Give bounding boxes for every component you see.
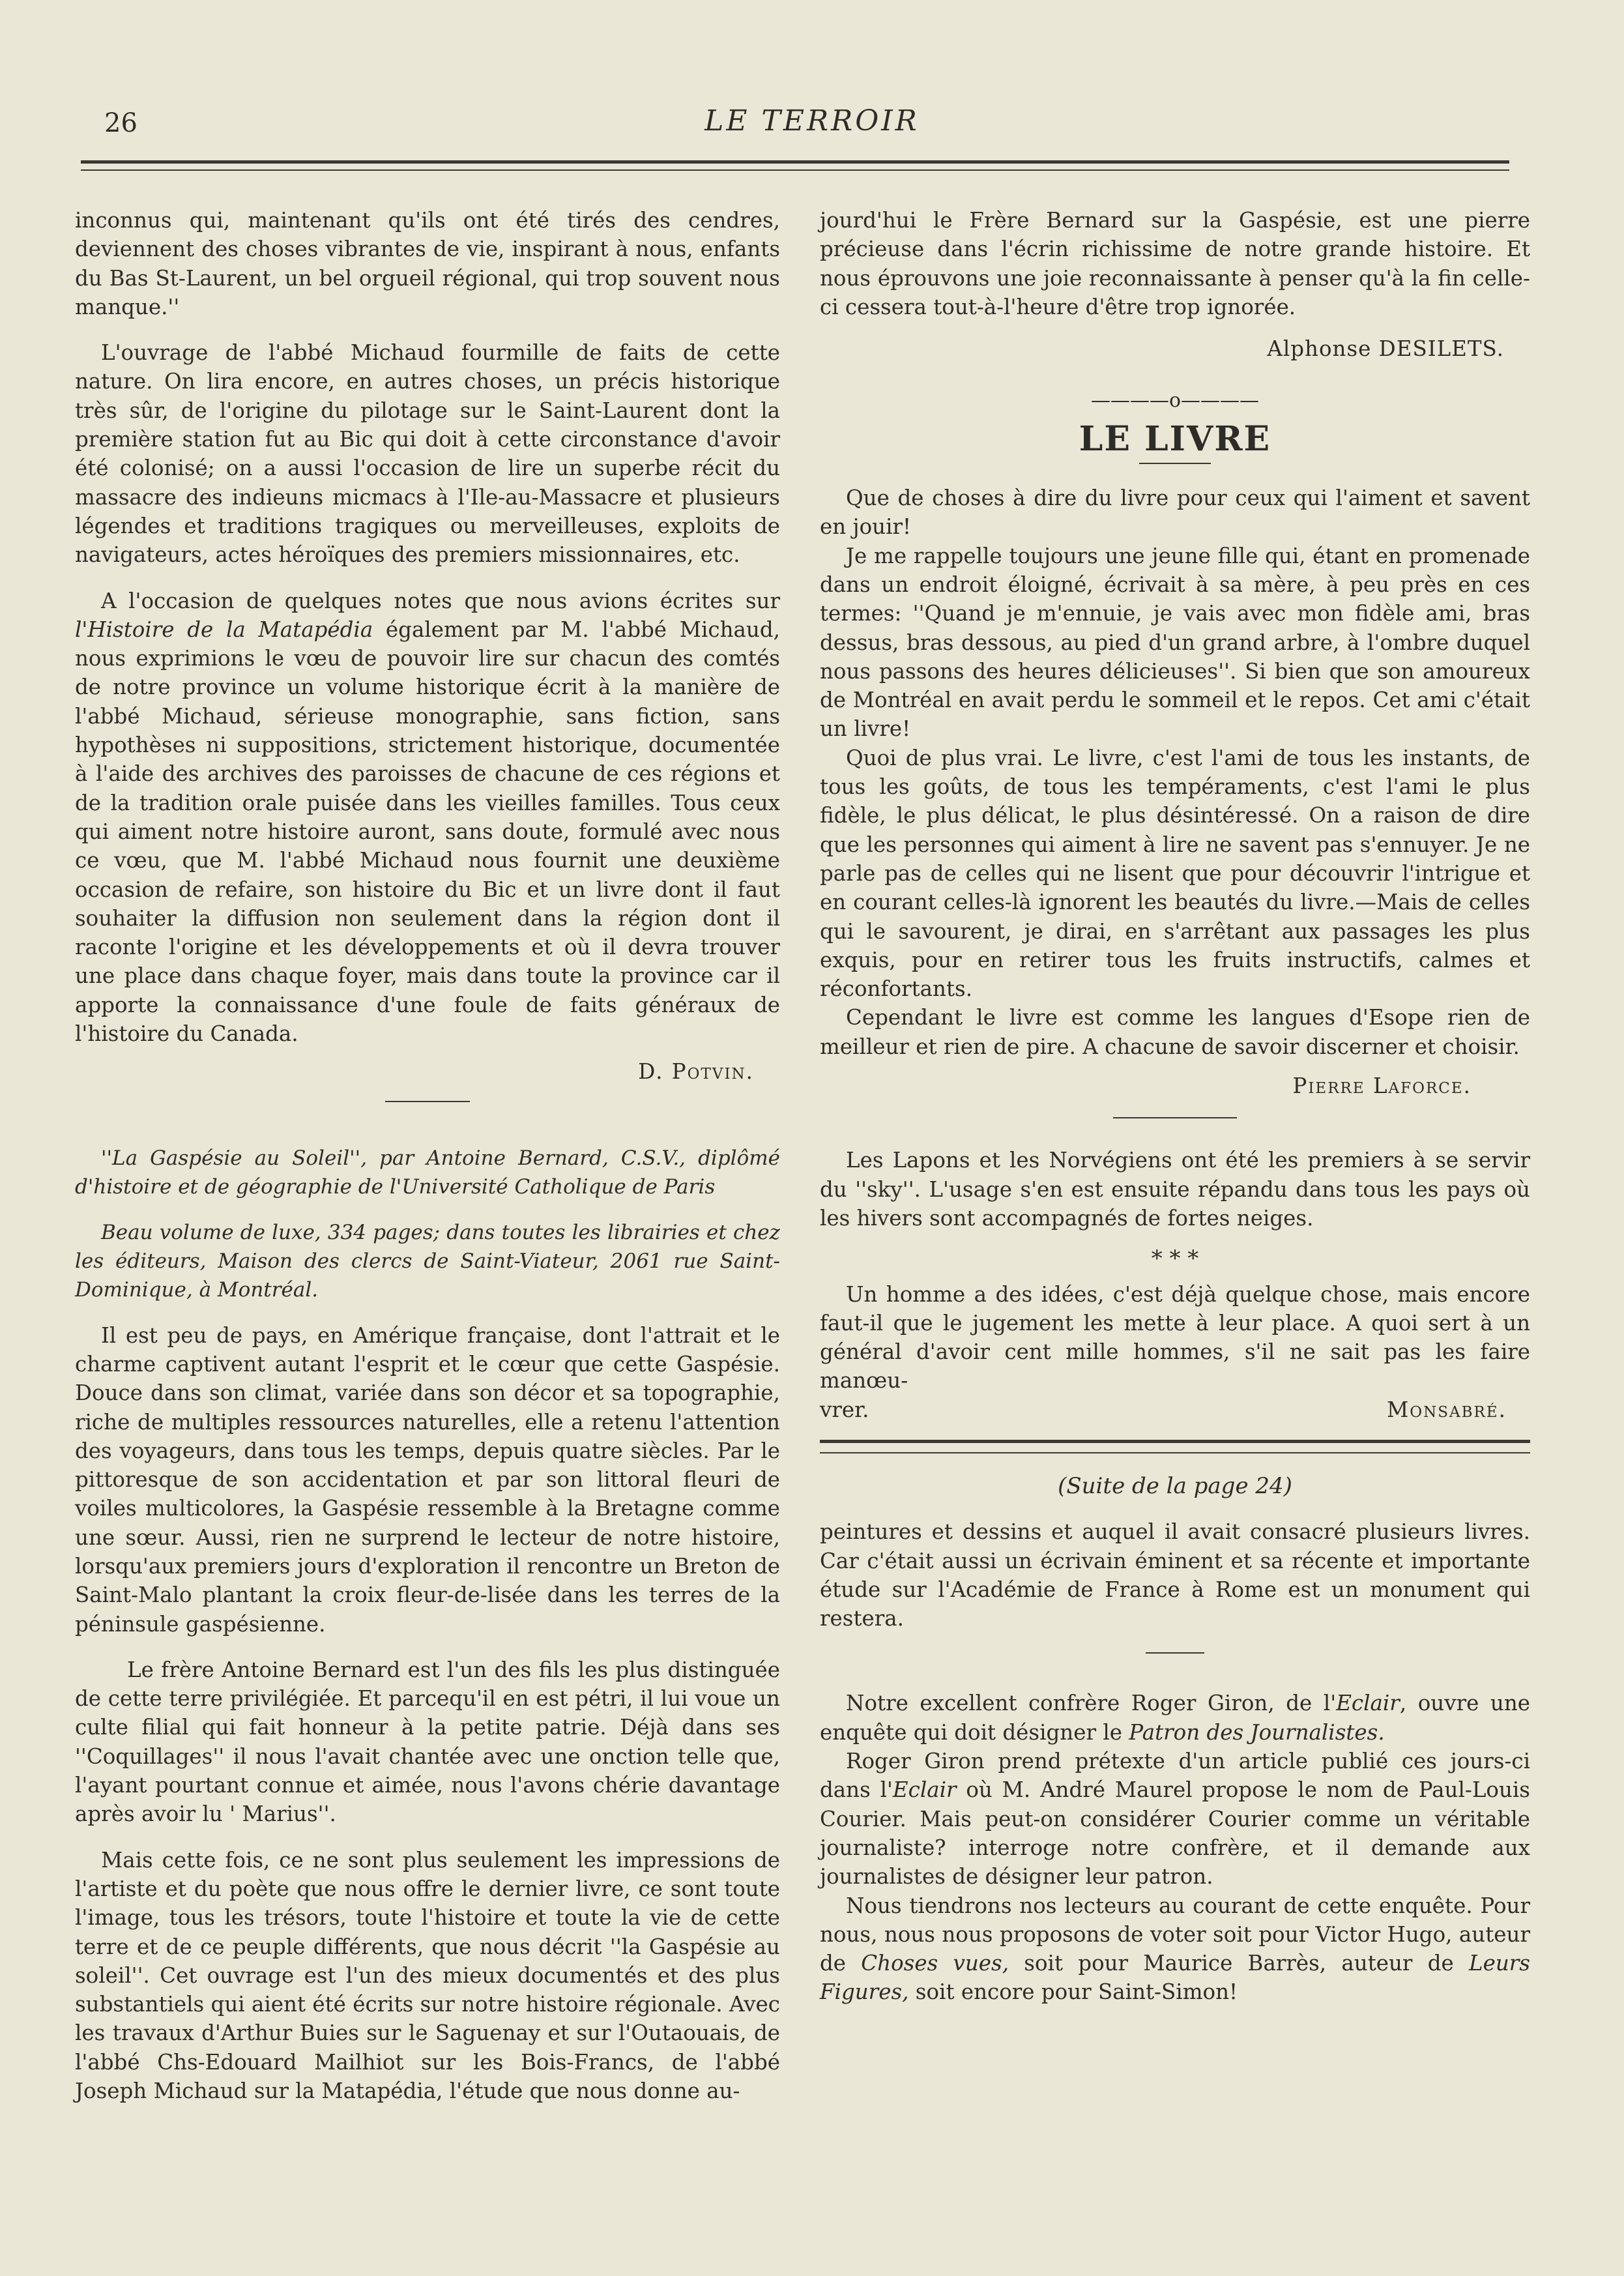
text-run: A l'occasion de quelques notes que nous avions écrites sur xyxy=(101,588,780,613)
text-run: soit pour Maurice Barrès, auteur de xyxy=(1009,1951,1470,1976)
text-run: soit encore pour Saint-Simon! xyxy=(908,1979,1238,2005)
paragraph: Cependant le livre est comme les langues d'Esope rien de meilleur et rien de pire. A chacune de savoir discerner et choisir. xyxy=(820,1005,1530,1059)
italic-title: l'Histoire de la Matapédia xyxy=(75,617,373,642)
paragraph: Le frère Antoine Bernard est l'un des fils les plus distinguée de cette terre privilégiée. Et parcequ'il en est pétri, il lui voue un culte filial qui fait honneur à la petite patrie. Déjà dans ses ''Coquillages'' il nous l'avait chantée avec une onction telle que, l'ayant pourtant connue et aimée, nous l'avons chérie davantage après avoir lu ' Marius''. xyxy=(75,1657,780,1827)
paragraph xyxy=(820,1689,1530,1747)
separator-rule xyxy=(1146,1652,1204,1654)
paragraph: L'ouvrage de l'abbé Michaud fourmille de faits de cette nature. On lira encore, en autres choses, un précis historique très sûr, de l'origine du pilotage sur le Saint-Laurent dont la première station fut au Bic qui doit à cette circonstance d'avoir été colonisé; on a aussi l'occasion de lire un superbe récit du massacre des indieuns micmacs à l'Ile-au-Massacre et plusieurs légendes et traditions tragiques ou merveilleuses, exploits de navigateurs, actes héroïques des premiers missionnaires, etc. xyxy=(75,340,780,568)
text-run: , ouvre une enquête qui doit désigner le xyxy=(820,1691,1531,1745)
book-reference: ''La Gaspésie au Soleil'', par Antoine Bernard, C.S.V., diplômé d'histoire et de géographie de l'Université Catholique de Paris xyxy=(75,1146,780,1199)
paragraph xyxy=(820,1747,1530,1891)
italic-title: Leurs Figures, xyxy=(820,1951,1530,2005)
text-run: vrer. xyxy=(820,1397,869,1422)
title-underline xyxy=(1139,463,1211,464)
left-column xyxy=(75,206,780,2105)
paragraph: Quoi de plus vrai. Le livre, c'est l'ami de tous les instants, de tous les goûts, de tous les tempéraments, c'est l'ami le plus fidèle, le plus délicat, le plus désintéressé. On a raison de dire que les personnes qui aiment à lire ne savent pas s'ennuyer. Je ne parle pas de celles qui ne lisent que pour découvrir l'intrigue et en courant celles-là ignorent les beautés du livre.—Mais de celles qui le savourent, je dirai, en s'arrêtant aux passages les plus exquis, pour en retirer tous les fruits instructifs, calmes et réconfortants. xyxy=(820,745,1530,1002)
asterism: * * * xyxy=(1151,1246,1199,1272)
right-column xyxy=(820,206,1530,2007)
italic-title: Eclair xyxy=(892,1777,957,1803)
page-number: 26 xyxy=(104,108,138,138)
paragraph xyxy=(75,587,780,1049)
paragraph: Que de choses à dire du livre pour ceux qui l'aiment et savent en jouir! xyxy=(820,486,1530,540)
text-run: Roger Giron prend prétexte d'un article publié ces jours-ci dans l' xyxy=(820,1749,1530,1803)
book-details: Beau volume de luxe, 334 pages; dans toutes les librairies et chez les éditeurs, Maison des clercs de Saint-Viateur, 2061 rue Saint-Dominique, à Montréal. xyxy=(75,1220,780,1302)
separator-rule xyxy=(385,1101,470,1102)
text-run: Nous tiendrons nos lecteurs au courant de cette enquête. Pour nous, nous nous proposons de voter soit pour Victor Hugo, auteur de xyxy=(820,1893,1530,1976)
section-title: LE LIVRE xyxy=(1079,418,1271,459)
author-signature: Pierre Laforce. xyxy=(1292,1073,1472,1099)
paragraph: Je me rappelle toujours une jeune fille qui, étant en promenade dans un endroit éloigné, écrivait à sa mère, à peu près en ces termes: ''Quand je m'ennuie, je vais avec mon fidèle ami, bras dessus, bras dessous, au pied d'un grand arbre, à l'ombre duquel nous passons des heures délicieuses''. Si bien que son amoureux de Montréal en avait perdu le sommeil et le repos. Cet ami c'était un livre! xyxy=(820,543,1530,742)
text-run: également par M. l'abbé Michaud, nous exprimions le vœu de pouvoir lire sur chacun des comtés de notre province un volume historique écrit à la manière de l'abbé Michaud, sérieuse monographie, sans fiction, sans hypothèses ni suppositions, strictement historique, documentée à l'aide des archives des paroisses de chacune de ces régions et de la tradition orale puisée dans les vieilles familles. Tous ceux qui aiment notre histoire auront, sans doute, formulé avec nous ce vœu, que M. l'abbé Michaud nous fournit une deuxième occasion de refaire, son histoire du Bic et un livre dont il faut souhaiter la diffusion non seulement dans la région dont il raconte l'origine et les développements et où il devra trouver une place dans chaque foyer, mais dans toute la province car il apporte la connaissance d'une foule de faits généraux de l'histoire du Canada. xyxy=(75,617,780,1047)
paragraph: Il est peu de pays, en Amérique française, dont l'attrait et le charme captivent autant l'esprit et le cœur que cette Gaspésie. Douce dans son climat, variée dans son décor et sa topographie, riche de multiples ressources naturelles, elle a retenu l'attention des voyageurs, dans tous les temps, depuis quatre siècles. Par le pittoresque de son accidentation et par son littoral fleuri de voiles multicolores, la Gaspésie ressemble à la Bretagne comme une sœur. Aussi, rien ne surprend le lecteur de notre histoire, lorsqu'aux premiers jours d'exploration il rencontre un Breton de Saint-Malo plantant la croix fleur-de-lisée dans les terres de la péninsule gaspésienne. xyxy=(75,1322,780,1637)
header-rule-thin xyxy=(81,169,1509,171)
italic-title: Eclair xyxy=(1336,1691,1400,1716)
paragraph: Un homme a des idées, c'est déjà quelque chose, mais encore faut-il que le jugement les mette à leur place. A quoi sert à un général d'avoir cent mille hommes, s'il ne sait pas les faire manœu- xyxy=(820,1281,1530,1393)
italic-title: Patron des Journalistes. xyxy=(1129,1719,1385,1745)
section-double-rule xyxy=(820,1440,1530,1453)
text-run: où M. André Maurel propose le nom de Paul-Louis Courier. Mais peut-on considérer Courier comme un véritable journaliste? interroge notre confrère, et il demande aux journalistes de désigner leur patron. xyxy=(820,1777,1530,1889)
author-signature: Alphonse DESILETS. xyxy=(1267,336,1504,362)
author-signature: Monsabré. xyxy=(1387,1397,1507,1422)
paragraph: Les Lapons et les Norvégiens ont été les premiers à se servir du ''sky''. L'usage s'en est ensuite répandu dans tous les pays où les hivers sont accompagnés de fortes neiges. xyxy=(820,1148,1530,1231)
paragraph: Mais cette fois, ce ne sont plus seulement les impressions de l'artiste et du poète que nous offre le dernier livre, ce sont toute l'image, tous les trésors, toute l'histoire et toute la vie de cette terre et de ce peuple différents, que nous décrit ''la Gaspésie au soleil''. Cet ouvrage est l'un des mieux documentés et des plus substantiels qui aient été écrits sur notre histoire régionale. Avec les travaux d'Arthur Buies sur le Saguenay et sur l'Outaouais, de l'abbé Chs-Edouard Mailhiot sur les Bois-Francs, de l'abbé Joseph Michaud sur la Matapédia, l'étude que nous donne au- xyxy=(75,1847,780,2104)
closing-line xyxy=(820,1395,1530,1424)
italic-title: Choses vues, xyxy=(861,1951,1009,1976)
section-separator: ————o———— xyxy=(1090,389,1260,413)
running-title: LE TERROIR xyxy=(704,104,920,138)
continuation-note: (Suite de la page 24) xyxy=(1058,1472,1292,1499)
paragraph: peintures et dessins et auquel il avait consacré plusieurs livres. Car c'était aussi un écrivain éminent et sa récente et importante étude sur l'Académie de France à Rome est un monument qui restera. xyxy=(820,1519,1530,1631)
paragraph: inconnus qui, maintenant qu'ils ont été tirés des cendres, deviennent des choses vibrantes de vie, inspirant à nous, enfants du Bas St-Laurent, un bel orgueil régional, qui trop souvent nous manque.'' xyxy=(75,208,780,319)
paragraph: jourd'hui le Frère Bernard sur la Gaspésie, est une pierre précieuse dans l'écrin richissime de notre grande histoire. Et nous éprouvons une joie reconnaissante à penser qu'à la fin celle-ci cessera tout-à-l'heure d'être trop ignorée. xyxy=(820,208,1530,319)
author-signature: D. Potvin. xyxy=(638,1059,754,1085)
text-run: Notre excellent confrère Roger Giron, de l' xyxy=(846,1691,1337,1716)
header-rule xyxy=(81,160,1509,164)
separator-rule xyxy=(1113,1117,1237,1118)
paragraph xyxy=(820,1891,1530,2007)
